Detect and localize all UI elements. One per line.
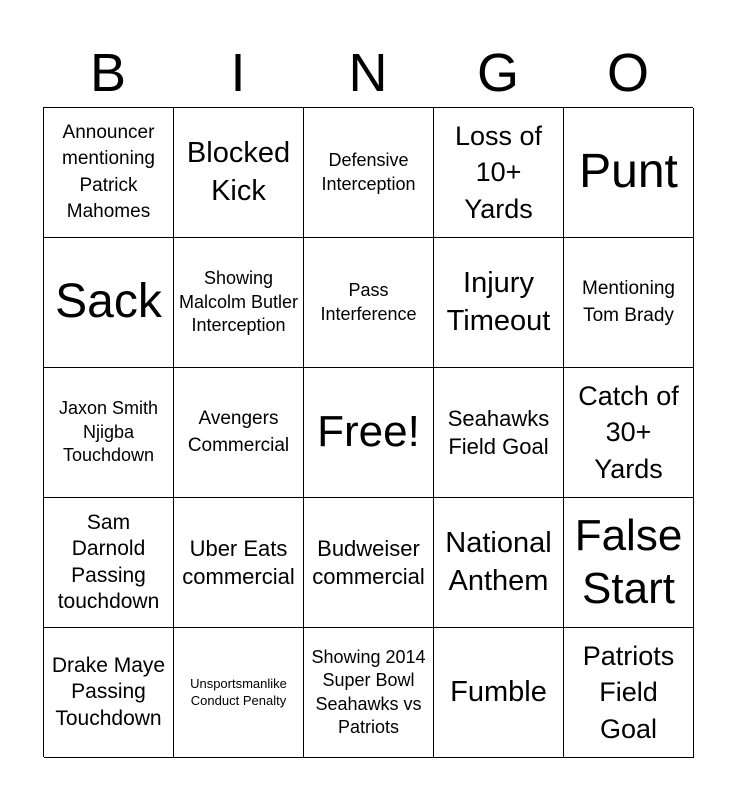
cell-text: Budweiser commercial <box>312 536 425 589</box>
cell-text: Showing Malcolm Butler Interception <box>178 268 299 336</box>
bingo-cell <box>44 498 174 628</box>
bingo-card <box>43 107 693 757</box>
bingo-cell <box>564 108 694 238</box>
bingo-cell <box>434 238 564 368</box>
cell-text: Free! <box>317 407 420 457</box>
bingo-cell <box>564 628 694 758</box>
bingo-cell <box>174 108 304 238</box>
bingo-cell <box>44 108 174 238</box>
bingo-cell <box>304 108 434 238</box>
cell-text: Avengers Commercial <box>187 408 290 456</box>
cell-text: Sack <box>55 275 162 329</box>
bingo-cell <box>174 368 304 498</box>
bingo-cell <box>564 498 694 628</box>
bingo-cell free-space <box>304 368 434 498</box>
bingo-cell <box>304 238 434 368</box>
bingo-cell <box>434 498 564 628</box>
bingo-cell <box>44 238 174 368</box>
bingo-cell <box>174 498 304 628</box>
cell-text: Fumble <box>450 675 547 708</box>
bingo-cell <box>434 108 564 238</box>
bingo-cell <box>44 628 174 758</box>
bingo-header <box>43 40 693 106</box>
bingo-cell <box>304 628 434 758</box>
bingo-cell <box>174 628 304 758</box>
cell-text: Announcer mentioning Patrick Mahomes <box>62 122 155 222</box>
header-letter-b: B <box>89 43 127 103</box>
bingo-cell <box>174 238 304 368</box>
cell-text: Mentioning Tom Brady <box>582 278 675 326</box>
header-letter-o: O <box>606 43 649 103</box>
cell-text: False Start <box>574 510 683 613</box>
bingo-cell <box>564 238 694 368</box>
bingo-cell <box>564 368 694 498</box>
header-letter-i: I <box>230 43 246 103</box>
cell-text: Jaxon Smith Njigba Touchdown <box>58 398 159 466</box>
cell-text: Unsportsmanlike Conduct Penalty <box>190 675 287 708</box>
cell-text: National Anthem <box>445 526 552 597</box>
cell-text: Punt <box>579 145 678 199</box>
header-letter-g: G <box>476 43 519 103</box>
cell-text: Defensive Interception <box>321 150 416 194</box>
header-letter-n: N <box>348 43 388 103</box>
cell-text: Pass Interference <box>320 280 417 324</box>
cell-text: Catch of 30+ Yards <box>578 380 679 484</box>
bingo-cell <box>304 498 434 628</box>
bingo-cell <box>434 368 564 498</box>
bingo-cell <box>44 368 174 498</box>
cell-text: Injury Timeout <box>446 266 551 337</box>
cell-text: Blocked Kick <box>186 136 291 207</box>
cell-text: Sam Darnold Passing touchdown <box>57 511 160 613</box>
cell-text: Loss of 10+ Yards <box>454 120 543 224</box>
cell-text: Drake Maye Passing Touchdown <box>51 654 166 730</box>
cell-text: Showing 2014 Super Bowl Seahawks vs Patriots <box>311 646 426 737</box>
cell-text: Uber Eats commercial <box>182 536 295 589</box>
bingo-cell <box>434 628 564 758</box>
cell-text: Seahawks Field Goal <box>447 406 550 459</box>
cell-text: Patriots Field Goal <box>582 640 675 744</box>
